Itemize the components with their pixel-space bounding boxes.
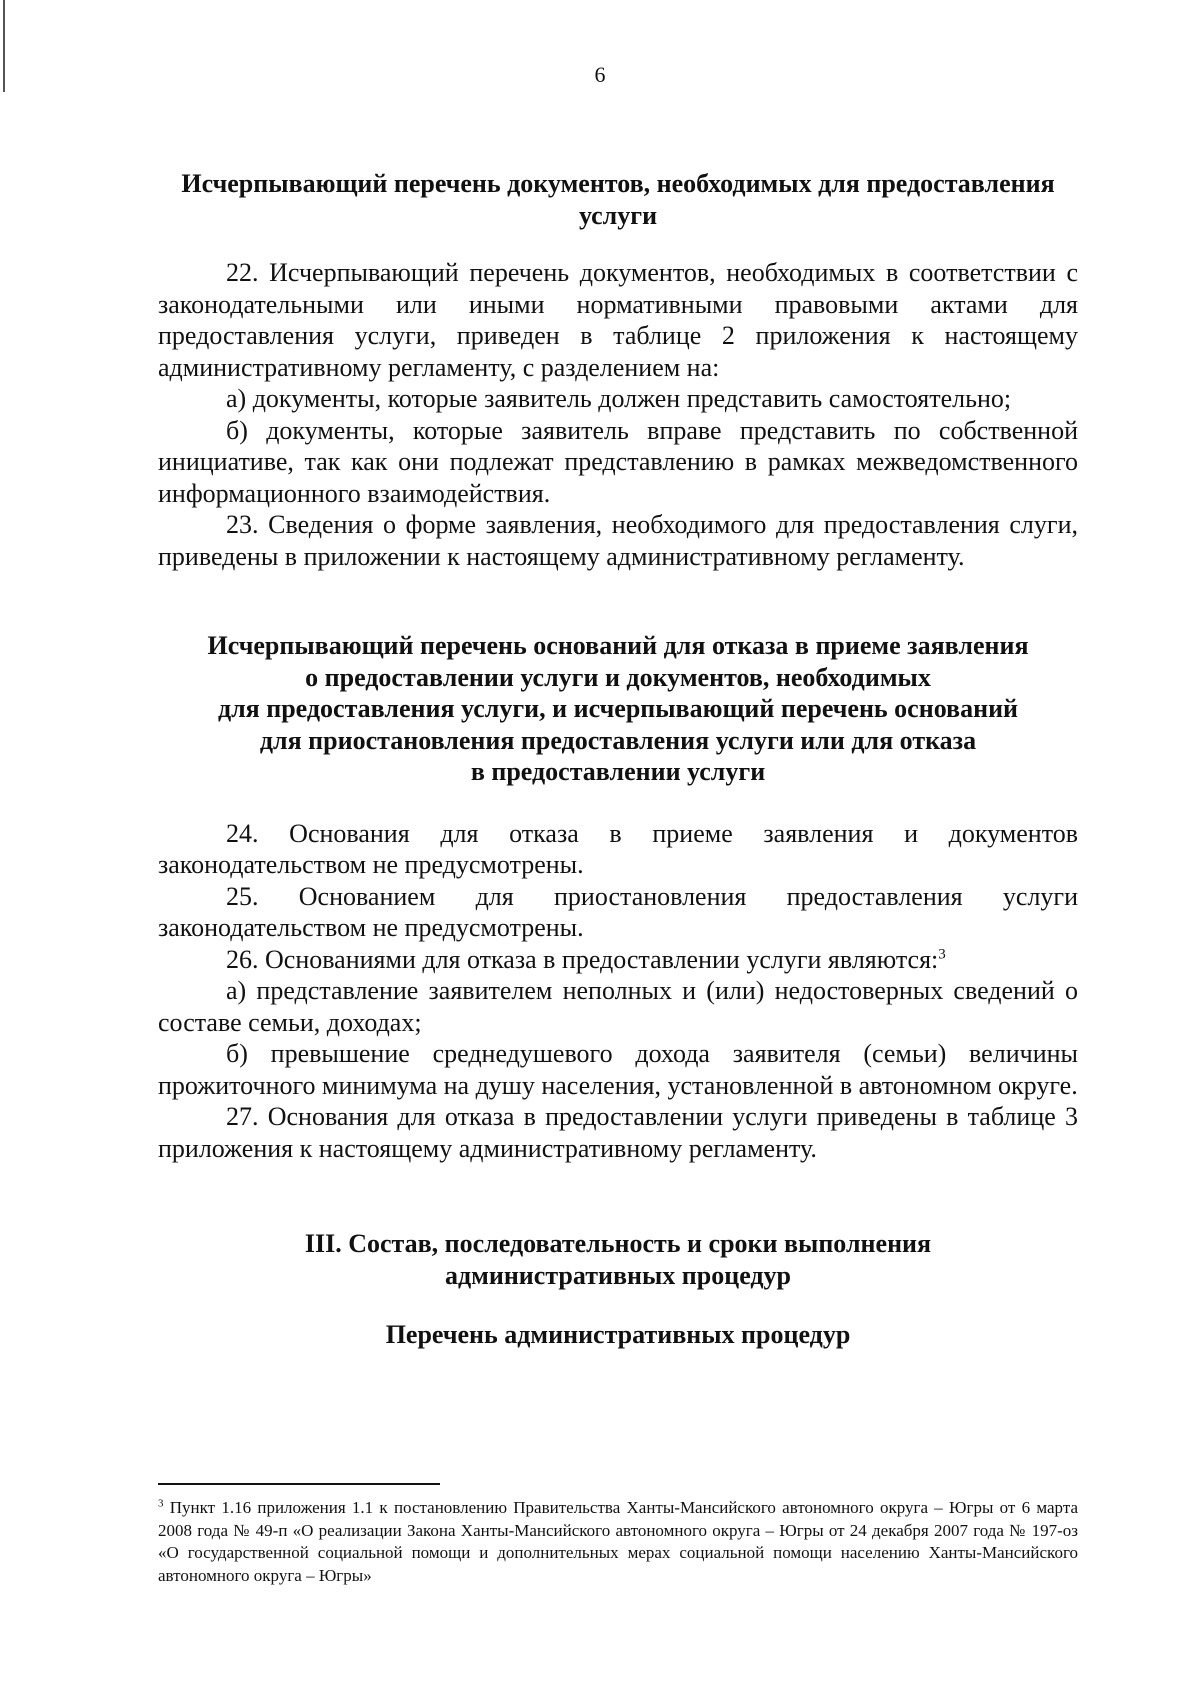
paragraph-26-text: 26. Основаниями для отказа в предоставлении услуги являются: bbox=[226, 944, 939, 974]
page-number: 6 bbox=[594, 62, 606, 87]
paragraph-25: 25. Основанием для приостановления предоставления услуги законодательством не предусмотрены. bbox=[158, 881, 1078, 942]
heading-line: III. Состав, последовательность и сроки выполнения bbox=[304, 1229, 932, 1258]
heading-line: в предоставлении услуги bbox=[470, 757, 766, 786]
paragraph-26a: а) представление заявителем неполных и (или) недостоверных сведений о составе семьи, доходах; bbox=[158, 976, 1078, 1037]
paragraph-27: 27. Основания для отказа в предоставлении услуги приведены в таблице 3 приложения к настоящему административному регламенту. bbox=[158, 1102, 1078, 1163]
paragraph-26 bbox=[158, 944, 1078, 976]
footnote bbox=[158, 1497, 1078, 1587]
paragraph-23: 23. Сведения о форме заявления, необходимого для предоставления слуги, приведены в приложении к настоящему административному регламенту. bbox=[158, 510, 1078, 571]
footnote-reference: 3 bbox=[938, 945, 946, 962]
heading-refusal-grounds bbox=[158, 630, 1078, 788]
paragraph-22: 22. Исчерпывающий перечень документов, необходимых в соответствии с законодательными или иными нормативными правовыми актами для предоставления услуги, приведен в таблице 2 приложения к настоящему административному регламенту, с разделением на: bbox=[158, 258, 1078, 382]
heading-line: Исчерпывающий перечень оснований для отказа в приеме заявления bbox=[207, 631, 1029, 660]
heading-line: для предоставления услуги, и исчерпывающий перечень оснований bbox=[217, 694, 1019, 723]
heading-procedures-list: Перечень административных процедур bbox=[385, 1320, 851, 1349]
heading-documents-list: Исчерпывающий перечень документов, необходимых для предоставления услуги bbox=[181, 169, 1055, 230]
heading-line: административных процедур bbox=[444, 1260, 792, 1290]
paragraph-22a: а) документы, которые заявитель должен представить самостоятельно; bbox=[226, 384, 1012, 413]
document-body bbox=[158, 168, 1078, 1351]
heading-section-iii bbox=[158, 1228, 1078, 1291]
paragraph-26b: б) превышение среднедушевого дохода заявителя (семьи) величины прожиточного минимума на душу населения, установленной в автономном округе. bbox=[158, 1039, 1078, 1100]
paragraph-24: 24. Основания для отказа в приеме заявления и документов законодательством не предусмотрены. bbox=[158, 818, 1078, 879]
footnote-divider bbox=[158, 1483, 440, 1485]
heading-line: о предоставлении услуги и документов, необходимых bbox=[305, 662, 931, 692]
paragraph-22b: б) документы, которые заявитель вправе представить по собственной инициативе, так как они подлежат представлению в рамках межведомственного информационного взаимодействия. bbox=[158, 415, 1078, 508]
heading-line: для приостановления предоставления услуги или для отказа bbox=[259, 725, 977, 755]
footnote-mark: 3 bbox=[158, 1497, 164, 1510]
footnote-text: Пункт 1.16 приложения 1.1 к постановлению Правительства Ханты-Мансийского автономного округа – Югры от 6 марта 2008 года № 49-п «О реализации Закона Ханты-Мансийского автономного округа – Югры от 24 декабря 2007 года № 197-оз «О государственной социальной помощи и дополнительных мерах социальной помощи населению Ханты-Мансийского автономного округа – Югры» bbox=[158, 1498, 1078, 1585]
